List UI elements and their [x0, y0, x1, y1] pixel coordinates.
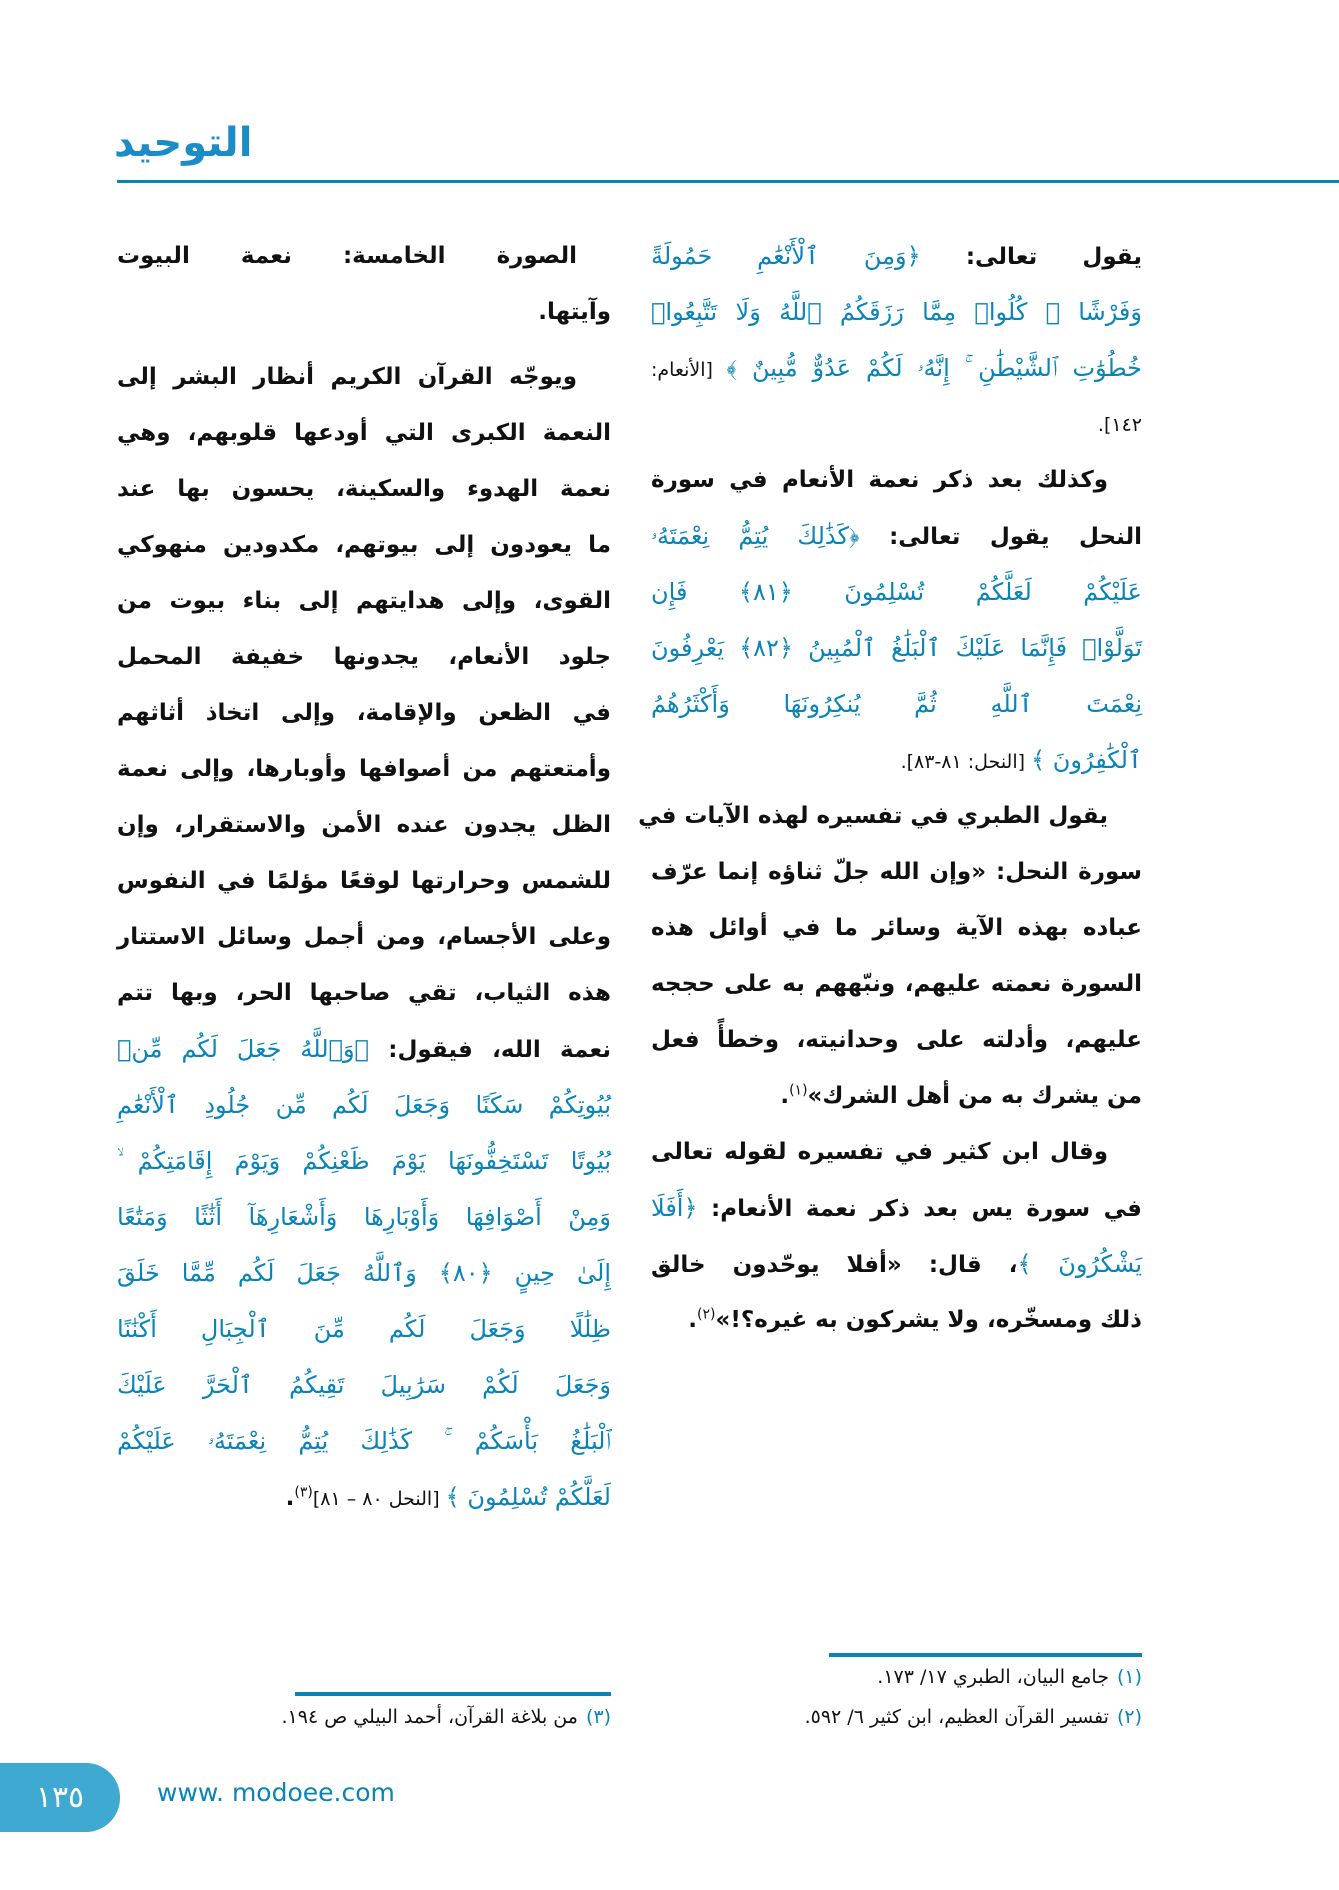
quran-verse: وَفَرْشًا ۚ كُلُوا۟ مِمَّا رَزَقَكُمُ ٱللَّهُ وَلَا تَتَّبِعُوا۟: [651, 298, 1142, 326]
body-text: وكذلك بعد ذكر نعمة الأنعام في سورة: [651, 467, 1108, 493]
text-line: [117, 741, 611, 797]
body-text: نعمة الهدوء والسكينة، يحسون بها عند: [117, 476, 611, 502]
text-line: [651, 284, 1142, 340]
body-text: جلود الأنعام، يجدونها خفيفة المحمل: [117, 644, 611, 670]
body-text: .: [285, 1485, 295, 1511]
text-line: [651, 956, 1142, 1012]
body-text: الصورة الخامسة: نعمة البيوت: [117, 243, 577, 269]
text-line: [651, 508, 1142, 564]
quran-verse: عَلَيْكُمْ لَعَلَّكُمْ تُسْلِمُونَ ﴿٨١﴾ فَإِن: [651, 578, 1142, 606]
text-line: [117, 797, 611, 853]
footnote-number: (١): [1116, 1666, 1142, 1688]
quran-verse: ﴿وَمِنَ ٱلْأَنْعَٰمِ حَمُولَةً: [651, 242, 921, 270]
quran-verse: إِلَىٰ حِينٍ ﴿٨٠﴾ وَٱللَّهُ جَعَلَ لَكُم مِّمَّا خَلَقَ: [117, 1259, 612, 1287]
text-line: [651, 564, 1142, 620]
body-text: من يشرك به من أهل الشرك»: [807, 1083, 1142, 1109]
text-line: [117, 629, 611, 685]
website-url: www. modoee.com: [157, 1778, 395, 1807]
text-line: [117, 965, 611, 1021]
quran-verse: وَمِنْ أَصْوَافِهَا وَأَوْبَارِهَا وَأَشْعَارِهَآ أَثَٰثًا وَمَتَٰعًا: [117, 1203, 611, 1231]
text-line: [117, 853, 611, 909]
body-text: وعلى الأجسام، ومن أجمل وسائل الاستتار: [117, 924, 611, 950]
quran-verse: ﴿وَٱللَّهُ جَعَلَ لَكُم مِّنۢ: [117, 1035, 369, 1063]
text-line: [117, 1133, 611, 1189]
verse-reference: [النحل: ٨١-٨٣].: [900, 751, 1032, 773]
page-header-title: التوحيد: [114, 120, 253, 166]
footnote-text: تفسير القرآن العظيم، ابن كثير ٦/ ٥٩٢.: [804, 1706, 1109, 1728]
quran-verse: ٱلْبَلَٰغُ بَأْسَكُمْ ۚ كَذَٰلِكَ يُتِمُّ نِعْمَتَهُۥ عَلَيْكُمْ: [117, 1427, 611, 1455]
text-line: [117, 909, 611, 965]
body-text: ويوجّه القرآن الكريم أنظار البشر إلى: [117, 364, 577, 390]
left-column: [117, 228, 611, 1525]
body-text: ، قال: «أفلا يوحّدون خالق: [651, 1252, 1018, 1278]
text-line: [117, 405, 611, 461]
footnote-rule-right: [829, 1653, 1142, 1657]
body-text: .: [780, 1083, 790, 1109]
quran-verse: وَجَعَلَ لَكُمْ سَرَٰبِيلَ تَقِيكُمُ ٱلْحَرَّ عَلَيْكَ: [117, 1371, 611, 1399]
text-line: [651, 1180, 1142, 1236]
body-text: النعمة الكبرى التي أودعها قلوبهم، وهي: [117, 420, 611, 446]
quran-verse: ﴿كَذَٰلِكَ يُتِمُّ نِعْمَتَهُۥ: [651, 522, 860, 550]
verse-reference: [الأنعام:: [651, 359, 727, 381]
body-text: وآيتها.: [538, 299, 611, 325]
text-line: [117, 228, 611, 284]
text-line: [117, 1469, 611, 1525]
text-line: [651, 340, 1142, 396]
text-line: [117, 1245, 611, 1301]
body-text: وقال ابن كثير في تفسيره لقوله تعالى: [651, 1139, 1108, 1165]
footnote-number: (٣): [585, 1706, 611, 1728]
body-text: عباده بهذه الآية وسائر ما في أوائل هذه: [651, 915, 1142, 941]
text-line: [638, 788, 1142, 844]
text-line: [651, 1292, 1142, 1348]
text-line: [651, 1068, 1142, 1124]
body-text: هذه الثياب، تقي صاحبها الحر، وبها تتم: [117, 980, 611, 1006]
text-line: [117, 1357, 611, 1413]
body-text: .: [688, 1307, 698, 1333]
body-text: في سورة يس بعد ذكر نعمة الأنعام:: [697, 1196, 1142, 1222]
text-line: [117, 1189, 611, 1245]
text-line: [651, 676, 1142, 732]
body-text: للشمس وحرارتها لوقعًا مؤلمًا في النفوس: [117, 868, 611, 894]
footnote-3: [282, 1706, 612, 1728]
footnote-text: جامع البيان، الطبري ١٧/ ١٧٣.: [877, 1666, 1109, 1688]
body-text: نعمة الله، فيقول:: [368, 1037, 612, 1063]
footnote-1: [877, 1666, 1142, 1688]
quran-verse: ﴿أَفَلَا: [651, 1194, 698, 1222]
footnote-rule-left: [295, 1692, 611, 1696]
quran-verse: يَشْكُرُونَ ﴾: [1017, 1250, 1142, 1278]
text-line: [117, 1077, 611, 1133]
text-line: [117, 349, 611, 405]
text-line: [651, 732, 1142, 788]
text-line: [651, 1236, 1142, 1292]
text-line: [117, 573, 611, 629]
quran-verse: نِعْمَتَ ٱللَّهِ ثُمَّ يُنكِرُونَهَا وَأَكْثَرُهُمُ: [651, 690, 1142, 718]
verse-reference: [النحل ٨٠ – ٨١]: [312, 1488, 446, 1510]
header-rule: [117, 180, 1339, 183]
quran-verse: ظِلَٰلًا وَجَعَلَ لَكُم مِّنَ ٱلْجِبَالِ أَكْنَٰنًا: [117, 1315, 611, 1343]
text-line: [117, 284, 611, 340]
body-text: ذلك ومسخّره، ولا يشركون به غيره؟!»: [715, 1307, 1142, 1333]
quran-verse: خُطُوَٰتِ ٱلشَّيْطَٰنِ ۚ إِنَّهُۥ لَكُمْ عَدُوٌّ مُّبِينٌ ﴾: [726, 354, 1142, 382]
footnote-number: (٢): [1116, 1706, 1142, 1728]
text-line: [651, 228, 1142, 284]
text-line: [651, 396, 1142, 452]
body-text: وأمتعتهم من أصوافها وأوبارها، وإلى نعمة: [117, 756, 611, 782]
footnote-marker: (٢): [697, 1306, 716, 1323]
body-text: في الظعن والإقامة، وإلى اتخاذ أثاثهم: [117, 700, 611, 726]
body-text: النحل يقول تعالى:: [859, 524, 1143, 550]
text-line: [651, 620, 1142, 676]
text-line: [117, 517, 611, 573]
text-line: [651, 452, 1142, 508]
body-text: ما يعودون إلى بيوتهم، مكدودين منهوكي: [117, 532, 611, 558]
quran-verse: بُيُوتِكُمْ سَكَنًا وَجَعَلَ لَكُم مِّن جُلُودِ ٱلْأَنْعَٰمِ: [117, 1091, 611, 1119]
text-line: [117, 1301, 611, 1357]
text-line: [117, 1021, 611, 1077]
body-text: عليهم، وأدلته على وحدانيته، وخطأً فعل: [651, 1027, 1142, 1053]
verse-reference: ١٤٢].: [1097, 414, 1142, 436]
quran-verse: بُيُوتًا تَسْتَخِفُّونَهَا يَوْمَ ظَعْنِكُمْ وَيَوْمَ إِقَامَتِكُمْ ۙ: [117, 1147, 611, 1175]
text-line: [117, 685, 611, 741]
quran-verse: ٱلْكَٰفِرُونَ ﴾: [1031, 746, 1142, 774]
body-text: القوى، وإلى هدايتهم إلى بناء بيوت من: [117, 588, 611, 614]
footnote-2: [805, 1706, 1142, 1728]
text-line: [651, 1124, 1142, 1180]
text-line: [117, 461, 611, 517]
footnote-text: من بلاغة القرآن، أحمد البيلي ص ١٩٤.: [281, 1706, 578, 1728]
footnote-marker: (٣): [294, 1484, 313, 1501]
right-column: [638, 228, 1143, 1348]
quran-verse: تَوَلَّوْا۟ فَإِنَّمَا عَلَيْكَ ٱلْبَلَٰغُ ٱلْمُبِينُ ﴿٨٢﴾ يَعْرِفُونَ: [651, 634, 1143, 662]
page-number: ١٣٥: [0, 1763, 120, 1832]
body-text: السورة نعمته عليهم، ونبّههم به على حججه: [651, 971, 1142, 997]
footnote-marker: (١): [789, 1082, 808, 1099]
quran-verse: لَعَلَّكُمْ تُسْلِمُونَ ﴾: [445, 1483, 611, 1511]
text-line: [651, 1012, 1142, 1068]
text-line: [651, 900, 1142, 956]
body-text: سورة النحل: «وإن الله جلّ ثناؤه إنما عرّف: [651, 859, 1142, 885]
text-line: [651, 844, 1142, 900]
body-text: يقول تعالى:: [920, 244, 1142, 270]
text-line: [117, 1413, 611, 1469]
body-text: يقول الطبري في تفسيره لهذه الآيات في: [638, 803, 1108, 829]
body-text: الظل يجدون عنده الأمن والاستقرار، وإن: [117, 812, 611, 838]
